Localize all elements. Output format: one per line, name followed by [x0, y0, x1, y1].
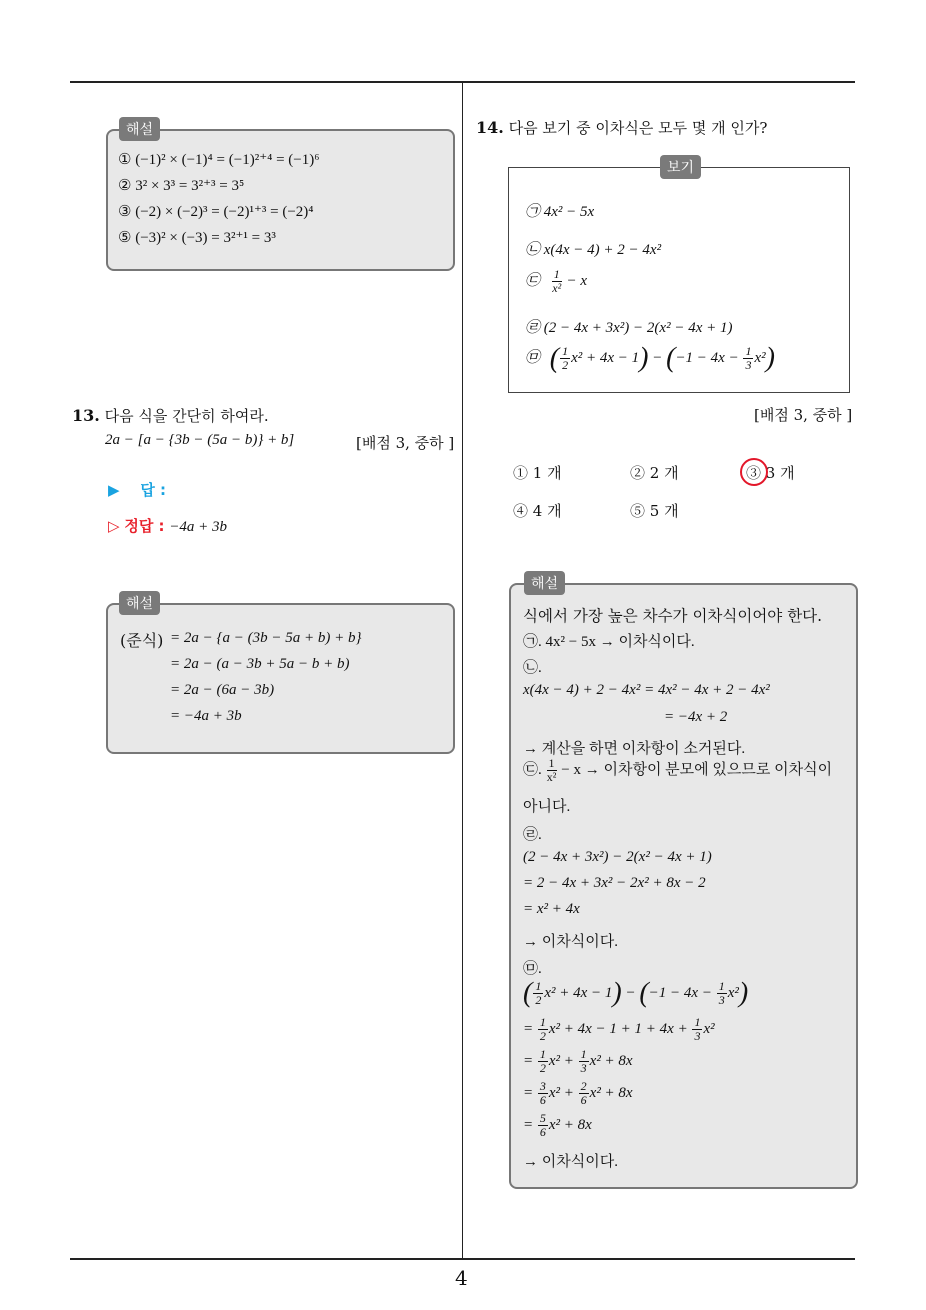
q14-number: 14. [476, 118, 504, 137]
q14-choice-4[interactable]: ④ 4 개 [513, 502, 562, 520]
q12-sol-line: ③ (−2) × (−2)³ = (−2)¹⁺³ = (−2)⁴ [118, 204, 314, 220]
q14-sol-line: = $\frac{5}{6}$ x² + 8x [523, 1111, 592, 1139]
q14-sol-line: 아니다. [523, 799, 571, 815]
correct-arrow-icon: ▷ [108, 517, 120, 535]
q12-sol-line: ② 3² × 3³ = 3²⁺³ = 3⁵ [118, 178, 245, 194]
q14-sol-line: → 계산을 하면 이차항이 소거된다. [523, 741, 746, 757]
q13-sol-line: = 2a − (6a − 3b) [170, 682, 275, 698]
q13-solution-tag: 해설 [119, 591, 160, 615]
answer-arrow-icon: ▶ [108, 481, 120, 499]
q13-score: [배점 3, 중하 ] [356, 434, 455, 452]
q14-score: [배점 3, 중하 ] [754, 406, 853, 424]
q14-choice-1[interactable]: ① 1 개 [513, 464, 562, 482]
q14-choice-3[interactable]: ③ 3 개 [746, 464, 795, 482]
q14-sol-line: (2 − 4x + 3x²) − 2(x² − 4x + 1) [523, 849, 712, 865]
q12-sol-line: ① (−1)² × (−1)⁴ = (−1)²⁺⁴ = (−1)⁶ [118, 152, 320, 168]
q14-sol-line: ㉤. [523, 961, 542, 977]
q14-sol-line: = −4x + 2 [664, 709, 728, 725]
q13-correct-label: 정답 : [124, 517, 165, 535]
bottom-rule [70, 1258, 855, 1260]
q14-sol-line: ( $\frac{1}{2}$ x² + 4x − 1) − (−1 − 4x − $\frac{1}{3}$ x²) [523, 977, 749, 1009]
page-number: 4 [455, 1266, 468, 1290]
q14-sol-line: → 이차식이다. [523, 934, 618, 950]
q13-answer-row [108, 479, 166, 500]
q14-bogi-d: ㉣ (2 − 4x + 3x²) − 2(x² − 4x + 1) [525, 320, 733, 336]
q12-sol-line: ⑤ (−3)² × (−3) = 3²⁺¹ = 3³ [118, 230, 276, 246]
q14-bogi-c-rest: − x [566, 272, 588, 289]
q13-expression: 2a − [a − {3b − (5a − b)} + b] [105, 432, 295, 448]
q14-bogi-tag: 보기 [660, 155, 701, 179]
q13-sol-line: = 2a − {a − (3b − 5a + b) + b} [170, 630, 362, 646]
q14-bogi-c [525, 268, 587, 295]
q14-bogi-e-mark: ㉤ [525, 349, 541, 366]
q14-sol-line: = $\frac{1}{2}$ x² + 4x − 1 + 1 + 4x + $\frac{1}{3}$ x² [523, 1015, 715, 1043]
q14-heading [476, 117, 767, 138]
q14-question: 다음 보기 중 이차식은 모두 몇 개 인가? [508, 119, 768, 137]
q13-answer-label: 답 : [140, 481, 167, 499]
q13-heading [72, 405, 269, 426]
q14-bogi-b: ㉡ x(4x − 4) + 2 − 4x² [525, 242, 662, 258]
q14-bogi-c-mark: ㉢ [525, 272, 541, 289]
q14-bogi-e: ㉤ ( $\frac{1}{2}$ x² + 4x − 1) − (−1 − 4x − $\frac{1}{3}$ x²) [525, 342, 775, 374]
q13-correct-row [108, 515, 227, 536]
q13-sol-line: = 2a − (a − 3b + 5a − b + b) [170, 656, 350, 672]
q12-solution-tag: 해설 [119, 117, 160, 141]
fraction: $\frac{1}{\text{x²}}$ [552, 267, 562, 295]
q14-sol-line: = $\frac{1}{2}$ x² + $\frac{1}{3}$ x² + 8x [523, 1047, 633, 1075]
q14-sol-line: ㉣. [523, 827, 542, 843]
q14-sol-line: = x² + 4x [523, 901, 580, 917]
q14-choice-2[interactable]: ② 2 개 [630, 464, 679, 482]
q13-question: 다음 식을 간단히 하여라. [104, 407, 269, 425]
q14-sol-line: → 이차식이다. [523, 1154, 618, 1170]
q13-sol-line: = −4a + 3b [170, 708, 242, 724]
q14-choice-5[interactable]: ⑤ 5 개 [630, 502, 679, 520]
q14-bogi-a: ㉠ 4x² − 5x [525, 204, 595, 220]
q14-sol-line: ㉠. 4x² − 5x → 이차식이다. [523, 634, 695, 650]
q14-sol-line: ㉢. $\frac{1}{\text{x²}}$ − x → 이차항이 분모에 있으므로 이차식이 [523, 756, 833, 784]
q14-sol-line: 식에서 가장 높은 차수가 이차식이어야 한다. [523, 607, 823, 625]
q14-sol-line: = $\frac{3}{6}$ x² + $\frac{2}{6}$ x² + 8x [523, 1079, 633, 1107]
column-divider [462, 82, 463, 1258]
selected-answer-circle-icon [740, 458, 768, 486]
q13-solution-box [106, 603, 455, 754]
q14-solution-tag: 해설 [524, 571, 565, 595]
q14-sol-line: ㉡. [523, 660, 542, 676]
q14-sol-line: x(4x − 4) + 2 − 4x² = 4x² − 4x + 2 − 4x² [523, 682, 770, 698]
q13-number: 13. [72, 406, 100, 425]
q13-correct-value: −4a + 3b [169, 519, 228, 535]
q13-sol-lead: (준식) [120, 631, 164, 650]
q14-sol-line: = 2 − 4x + 3x² − 2x² + 8x − 2 [523, 875, 706, 891]
